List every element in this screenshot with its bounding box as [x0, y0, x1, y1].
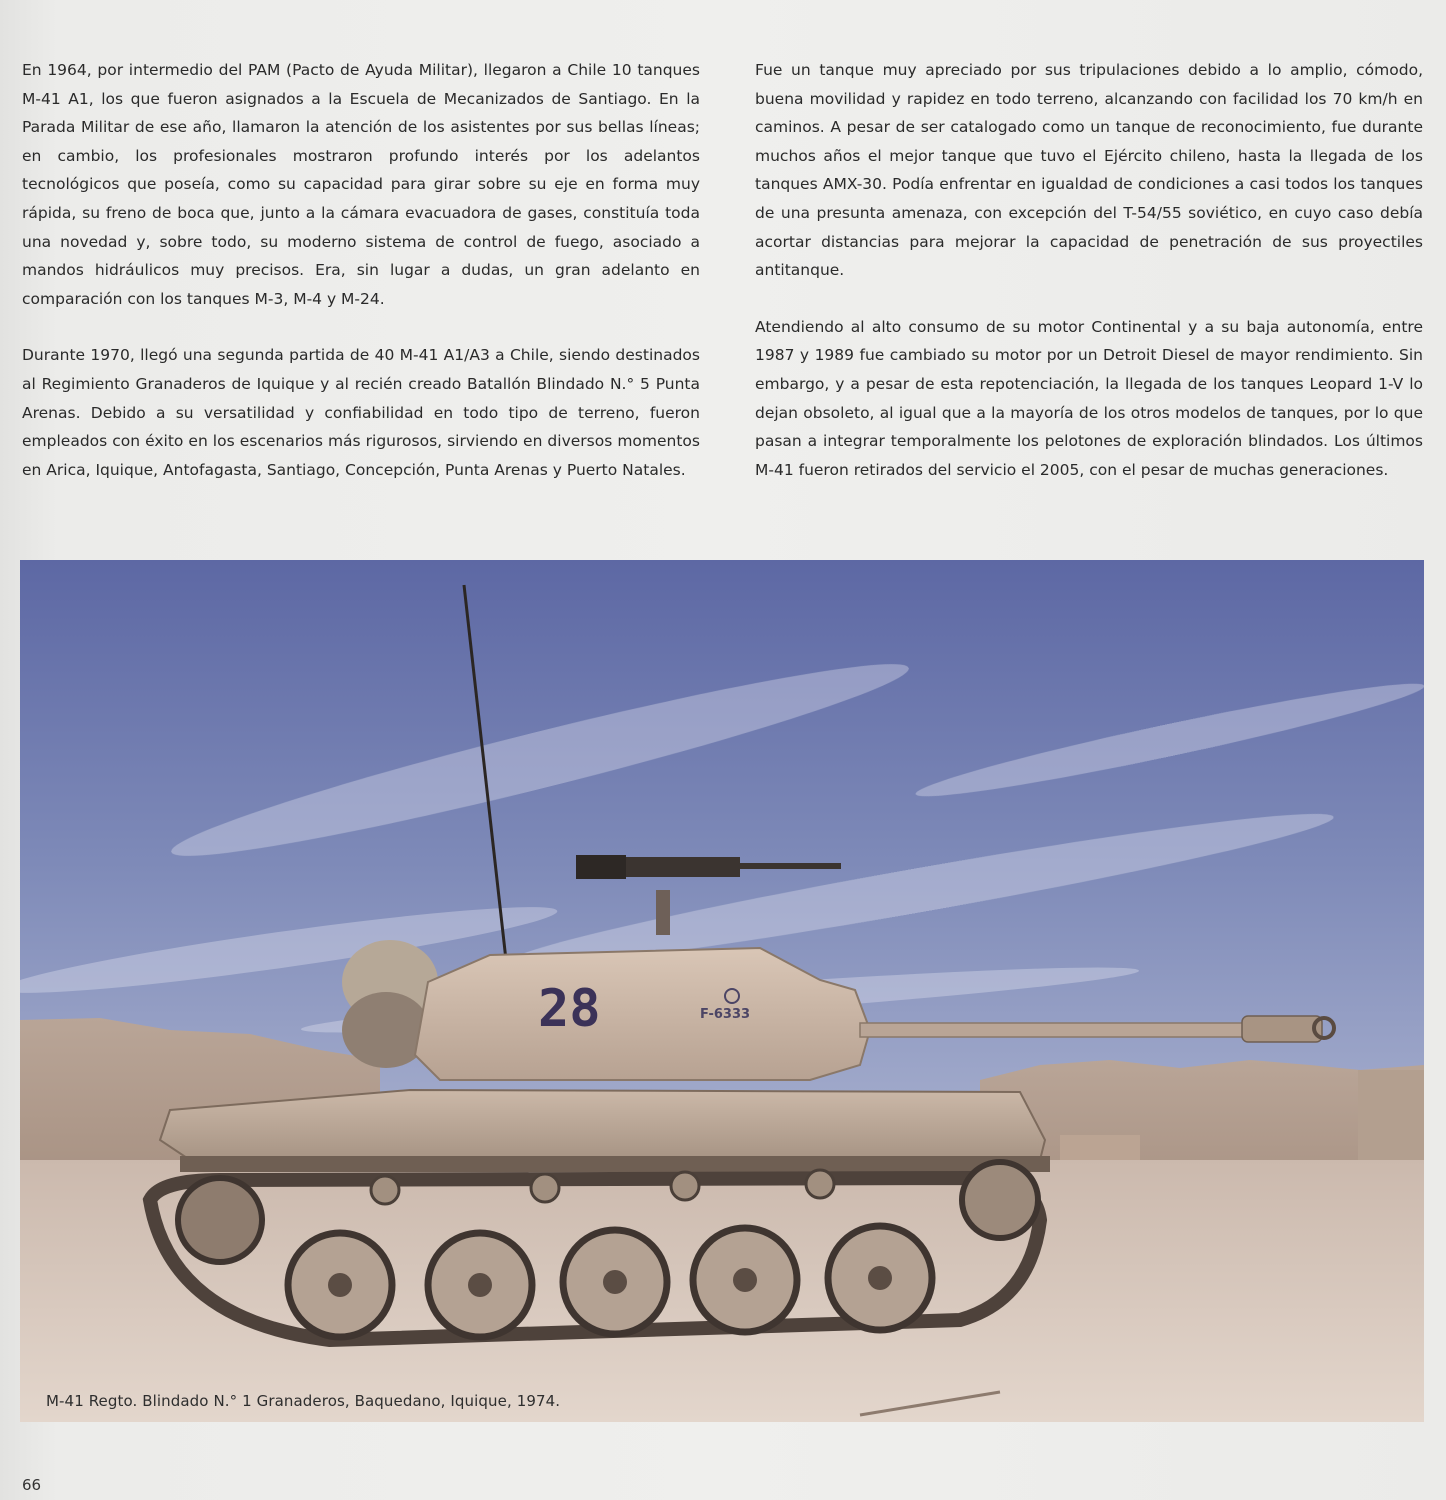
track-guard [180, 1156, 1050, 1172]
paragraph: En 1964, por intermedio del PAM (Pacto de Ayuda Militar), llegaron a Chile 10 tanques M-41 A1, los que fueron asignados a la Escuela de Mecanizados de Santiago. En la Parada Militar de ese año, llamaron la atención de los asistentes por sus bellas líneas; en cambio, los profesionales mostraron profundo interés por los adelantos tecnológicos que poseía, como su capacidad para girar sobre su eje en forma muy rápida, su freno de boca que, junto a la cámara evacuadora de gases, constituía toda una novedad y, sobre todo, su moderno sistema de control de fuego, asociado a mandos hidráulicos muy precisos. Era, sin lugar a dudas, un gran adelanto en comparación con los tanques M-3, M-4 y M-24. [22, 61, 700, 308]
photo-caption: M-41 Regto. Blindado N.° 1 Granaderos, Baquedano, Iquique, 1974. [46, 1392, 561, 1410]
tank-photo [20, 560, 1424, 1422]
paragraph: Atendiendo al alto consumo de su motor Continental y a su baja autonomía, entre 1987 y 1989 fue cambiado su motor por un Detroit Diesel de mayor rendimiento. Sin embargo, y a pesar de esta repotenciación, la llegada de los tanques Leopard 1-V lo dejan obsoleto, al igual que a la mayoría de los otros modelos de tanques, por lo que pasan a integrar temporalmente los pelotones de exploración blindados. Los últimos M-41 fueron retirados del servicio el 2005, con el pesar de muchas generaciones. [755, 317, 1423, 479]
page-number: 66 [22, 1476, 42, 1494]
paragraph: Durante 1970, llegó una segunda partida de 40 M-41 A1/A3 a Chile, siendo destinados al Regimiento Granaderos de Iquique y al recién creado Batallón Blindado N.° 5 Punta Arenas. Debido a su versatilidad y confiabilidad en todo tipo de terreno, fueron empleados con éxito en los escenarios más rigurosos, sirviendo en diversos momentos en Arica, Iquique, Antofagasta, Santiago, Concepción, Punta Arenas y Puerto Natales. [22, 346, 700, 479]
turret-number: 28 [538, 979, 601, 1039]
hull [160, 1090, 1045, 1160]
hull-marking: F-6333 [700, 1007, 751, 1022]
left-text-column [22, 56, 700, 512]
tank-illustration [20, 560, 1424, 1422]
drive-sprocket [178, 1178, 262, 1262]
right-text-column [755, 56, 1423, 512]
paragraph: Fue un tanque muy apreciado por sus tripulaciones debido a lo amplio, cómodo, buena movilidad y rapidez en todo terreno, alcanzando con facilidad los 70 km/h en caminos. A pesar de ser catalogado como un tanque de reconocimiento, fue durante muchos años el mejor tanque que tuvo el Ejército chileno, hasta la llegada de los tanques AMX-30. Podía enfrentar en igualdad de condiciones a casi todos los tanques de una presunta amenaza, con excepción del T-54/55 soviético, en cuyo caso debía acortar distancias para mejorar la capacidad de penetración de sus proyectiles antitanque. [755, 61, 1423, 280]
idler-wheel [962, 1162, 1038, 1238]
